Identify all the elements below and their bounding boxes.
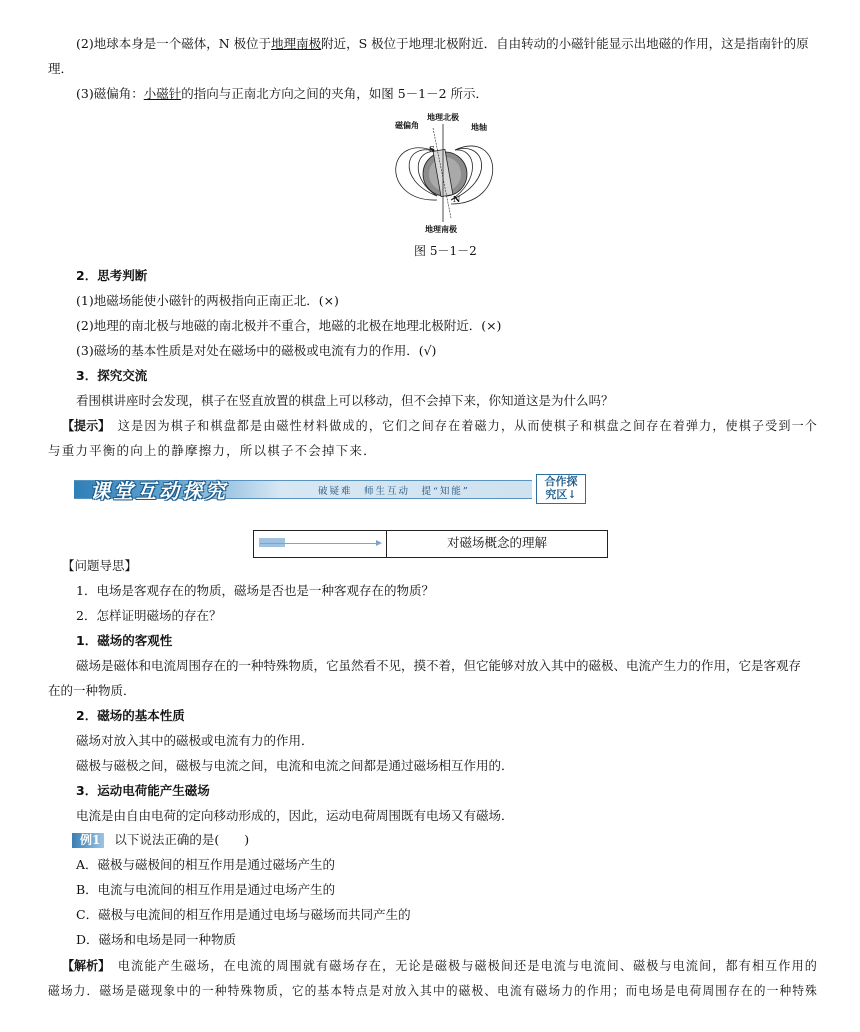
point-text-3-line-1: 电流是由自由电荷的定向移动形成的，因此，运动电荷周围既有电场又有磁场． [76, 808, 514, 823]
point-heading-2: 2．磁场的基本性质 [76, 708, 185, 723]
hint-line-1: 【提示】 这是因为棋子和棋盘都是由磁性材料做成的，它们之间存在着磁力，从而使棋子和棋盘之间存在着弹力，使棋子受到一个 [62, 418, 819, 433]
figure-caption: 图 5－1－2 [414, 244, 477, 258]
arrow-icon [260, 543, 380, 544]
hint-line-2: 与重力平衡的向上的静摩擦力，所以棋子不会掉下来． [48, 443, 377, 458]
label-geographic-south: 地理南极 [425, 224, 457, 234]
paragraph-declination: (3)磁偏角：小磁针的指向与正南北方向之间的夹角，如图 5－1－2 所示． [76, 86, 489, 101]
point-text-1-line-2: 在的一种物质． [48, 683, 136, 698]
section-banner [74, 474, 586, 504]
example-tag: 例1 [72, 833, 104, 848]
section-heading-judgement: 2．思考判断 [76, 268, 148, 283]
label-declination: 磁偏角 [395, 120, 419, 130]
example-option-c: C．磁极与电流间的相互作用是通过电场与磁场而共同产生的 [76, 907, 411, 922]
analysis-line-1: 【解析】 电流能产生磁场，在电流的周围就有磁场存在，无论是磁极与磁极间还是电流与电流间、磁极与电流间，都有相互作用的 [62, 958, 819, 973]
topic-title: 对磁场概念的理解 [446, 535, 547, 550]
hint-label: 【提示】 [62, 418, 111, 433]
point-heading-3: 3．运动电荷能产生磁场 [76, 783, 210, 798]
example-option-a: A．磁极与磁极间的相互作用是通过磁场产生的 [76, 857, 336, 872]
section-heading-inquiry: 3．探究交流 [76, 368, 148, 383]
banner-slogan: 破疑难 师生互动 提“知能” [318, 486, 470, 497]
example-option-b: B．电流与电流间的相互作用是通过电场产生的 [76, 882, 336, 897]
topic-decoration [254, 531, 387, 557]
example-option-d: D．磁场和电场是同一种物质 [76, 932, 237, 947]
inquiry-question: 看围棋讲座时会发现，棋子在竖直放置的棋盘上可以移动，但不会掉下来，你知道这是为什么吗？ [76, 393, 614, 408]
point-text-2-line-1: 磁场对放入其中的磁极或电流有力的作用． [76, 733, 314, 748]
analysis-line-2: 磁场力．磁场是磁现象中的一种特殊物质，它的基本特点是对放入其中的磁极、电流有磁场力的作用；而电场是电荷周围存在的一种特殊 [48, 983, 818, 998]
earth-field-diagram [385, 110, 505, 238]
guide-question-1: 1．电场是客观存在的物质，磁场是否也是一种客观存在的物质？ [76, 583, 434, 598]
guide-question-2: 2．怎样证明磁场的存在？ [76, 608, 222, 623]
label-geographic-north: 地理北极 [427, 112, 459, 122]
topic-box [253, 530, 608, 558]
judgement-item-3: (3)磁场的基本性质是对处在磁场中的磁极或电流有力的作用．(√) [76, 343, 437, 358]
banner-tag: 合作探 究区↓ [536, 474, 586, 504]
guide-label: 【问题导思】 [62, 558, 138, 573]
point-heading-1: 1．磁场的客观性 [76, 633, 173, 648]
judgement-item-2: (2)地理的南北极与地磁的南北极并不重合，地磁的北极在地理北极附近．(×) [76, 318, 502, 333]
earth-magnetic-field-figure [385, 110, 505, 238]
label-n-pole: N [453, 194, 461, 204]
underlined-term: 小磁针 [143, 86, 182, 101]
label-earth-axis: 地轴 [471, 122, 487, 132]
banner-title: 课堂互动探究 [90, 479, 228, 503]
judgement-item-1: (1)地磁场能使小磁针的两极指向正南正北．(×) [76, 293, 339, 308]
analysis-label: 【解析】 [62, 958, 111, 973]
paragraph-geomagnetism: (2)地球本身是一个磁体，N 极位于地理南极附近，S 极位于地理北极附近．自由转动的小磁针能显示出地磁的作用，这是指南针的原 [76, 36, 809, 51]
example-question: 例1 以下说法正确的是( ) [72, 832, 249, 848]
underlined-term: 地理南极 [271, 36, 322, 51]
point-text-1-line-1: 磁场是磁体和电流周围存在的一种特殊物质，它虽然看不见，摸不着，但它能够对放入其中的磁极、电流产生力的作用，它是客观存 [76, 658, 802, 673]
paragraph-geomagnetism-cont: 理． [48, 61, 74, 76]
label-s-pole: S [429, 144, 435, 154]
point-text-2-line-2: 磁极与磁极之间，磁极与电流之间，电流和电流之间都是通过磁场相互作用的． [76, 758, 514, 773]
